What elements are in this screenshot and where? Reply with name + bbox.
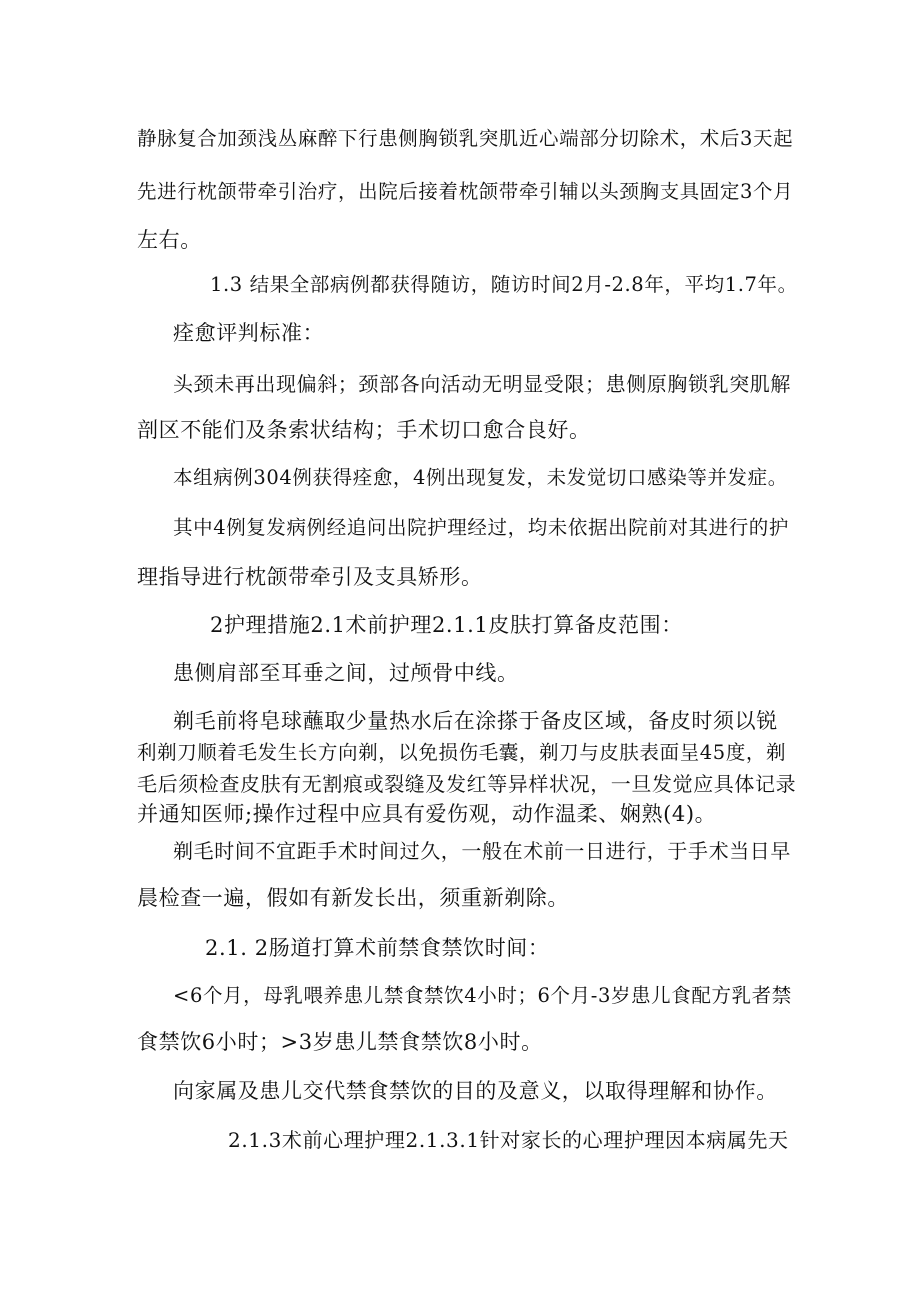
text-line: 毛后须检查皮肤有无割痕或裂缝及发红等异样状况，一旦发觉应具体记录: [137, 772, 797, 796]
text-line: <6个月，母乳喂养患儿禁食禁饮4小时；6个月-3岁患儿食配方乳者禁: [173, 984, 792, 1007]
text-line: 痊愈评判标准：: [173, 321, 325, 345]
text-line: 患侧肩部至耳垂之间，过颅骨中线。: [173, 661, 519, 685]
text-line: 左右。: [137, 228, 202, 252]
text-line: 先进行枕颌带牵引治疗，出院后接着枕颌带牵引辅以头颈胸支具固定3个月: [137, 180, 794, 203]
section-heading: 2.1. 2肠道打算术前禁食禁饮时间：: [205, 936, 550, 960]
text-line: 本组病例304例获得痊愈，4例出现复发，未发觉切口感染等并发症。: [173, 466, 788, 489]
section-heading: 2.1.3术前心理护理2.1.3.1针对家长的心理护理因本病属先天: [228, 1128, 789, 1152]
text-line: 剃毛时间不宜距手术时间过久，一般在术前一日进行，于手术当日早: [173, 839, 791, 863]
text-line: 向家属及患儿交代禁食禁饮的目的及意义，以取得理解和协作。: [173, 1079, 778, 1103]
text-line: 食禁饮6小时；>3岁患儿禁食禁饮8小时。: [137, 1030, 543, 1054]
text-line: 利剃刀顺着毛发生长方向剃，以免损伤毛囊，剃刀与皮肤表面呈45度，剃: [137, 741, 787, 764]
section-heading: 2护理措施2.1术前护理2.1.1皮肤打算备皮范围：: [210, 613, 683, 637]
text-line: 静脉复合加颈浅丛麻醉下行患侧胸锁乳突肌近心端部分切除术，术后3天起: [137, 127, 794, 150]
section-heading: 1.3 结果全部病例都获得随访，随访时间2月-2.8年，平均1.7年。: [210, 273, 798, 296]
text-line: 其中4例复发病例经追问出院护理经过，均未依据出院前对其进行的护: [173, 516, 790, 539]
text-line: 头颈未再出现偏斜；颈部各向活动无明显受限；患侧原胸锁乳突肌解: [173, 372, 791, 396]
text-line: 理指导进行枕颌带牵引及支具矫形。: [137, 565, 483, 589]
text-line: 并通知医师;操作过程中应具有爱伤观，动作温柔、娴熟(4)。: [137, 802, 717, 826]
text-line: 剖区不能们及条索状结构；手术切口愈合良好。: [137, 418, 591, 442]
text-line: 晨检查一遍，假如有新发长出，须重新剃除。: [137, 886, 569, 910]
text-line: 剃毛前将皂球蘸取少量热水后在涂搽于备皮区域，备皮时须以锐: [173, 709, 778, 733]
